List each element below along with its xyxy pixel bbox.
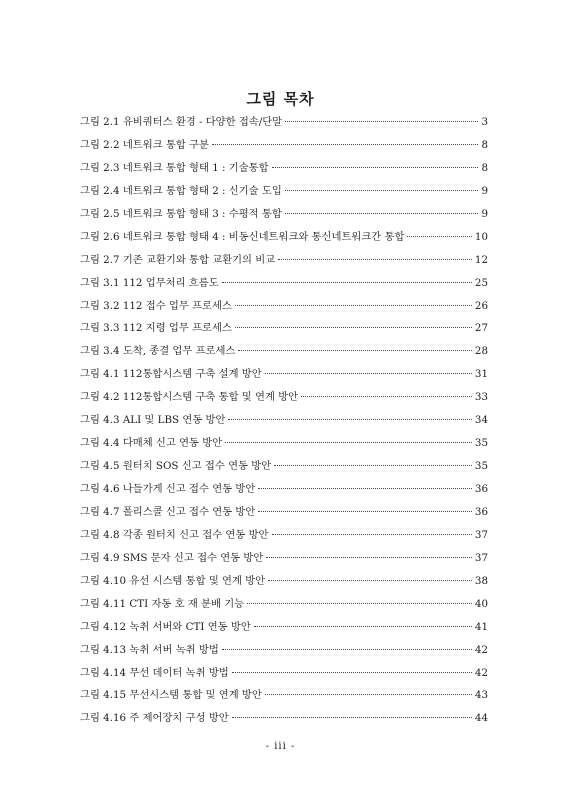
toc-entry-page: 35: [474, 437, 488, 450]
toc-entry-label: 그림 3.1 112 업무처리 흐름도: [80, 276, 219, 289]
toc-entry-page: 10: [474, 230, 488, 243]
toc-entry-page: 33: [474, 391, 488, 404]
toc-entry[interactable]: [80, 363, 488, 386]
toc-entry-label: 그림 4.9 SMS 문자 신고 접수 연동 방안: [80, 551, 264, 564]
dot-leader: [285, 190, 479, 191]
toc-entry[interactable]: [80, 662, 488, 685]
toc-entry-page: 36: [474, 505, 488, 518]
toc-entry[interactable]: [80, 203, 488, 226]
toc-entry-label: 그림 4.16 주 제어장치 구성 방안: [80, 712, 229, 725]
toc-entry-page: 9: [481, 207, 488, 220]
toc-entry[interactable]: [80, 134, 488, 157]
toc-entry[interactable]: [80, 249, 488, 272]
dot-leader: [285, 213, 479, 214]
page-number-footer: - iii -: [265, 741, 296, 752]
dot-leader: [258, 488, 472, 489]
toc-entry-label: 그림 4.15 무선시스템 통합 및 연계 방안: [80, 689, 262, 702]
toc-entry-label: 그림 4.5 원터치 SOS 신고 접수 연동 방안: [80, 460, 272, 473]
dot-leader: [228, 419, 471, 420]
dot-leader: [212, 144, 479, 145]
toc-entry-label: 그림 4.3 ALI 및 LBS 연동 방안: [80, 414, 226, 427]
toc-entry-label: 그림 4.2 112통합시스템 구축 통합 및 연계 방안: [80, 391, 299, 404]
toc-entry-label: 그림 2.6 네트워크 통합 형태 4 : 비동신네트워크와 통신네트워크간 통합: [80, 230, 405, 243]
dot-leader: [225, 442, 472, 443]
toc-entry-label: 그림 4.6 나들가게 신고 접수 연동 방안: [80, 483, 256, 495]
toc-entry-page: 44: [474, 712, 488, 725]
dot-leader: [235, 327, 472, 328]
toc-entry[interactable]: [80, 432, 488, 455]
dot-leader: [238, 350, 472, 351]
toc-entry[interactable]: [80, 570, 488, 593]
dot-leader: [278, 259, 472, 260]
toc-entry[interactable]: [80, 524, 488, 547]
toc-entry[interactable]: [80, 478, 488, 501]
dot-leader: [272, 167, 479, 168]
toc-entry-page: 38: [474, 574, 488, 587]
dot-leader: [232, 717, 472, 718]
toc-entry-label: 그림 2.2 네트워크 통합 구분: [80, 138, 209, 151]
dot-leader: [268, 580, 472, 581]
toc-entry-page: 31: [474, 368, 488, 381]
toc-entry-page: 42: [474, 666, 488, 679]
dot-leader: [266, 557, 472, 558]
dot-leader: [272, 534, 472, 535]
toc-entry-label: 그림 4.10 유선 시스템 통합 및 연계 방안: [80, 574, 266, 587]
toc-entry-page: 37: [474, 551, 488, 564]
toc-entry-label: 그림 4.8 각종 원터치 신고 접수 연동 방안: [80, 528, 269, 541]
toc-entry-page: 43: [474, 689, 488, 702]
toc-entry-label: 그림 2.1 유비쿼터스 환경 - 다양한 접속/단말: [80, 116, 283, 128]
toc-entry-page: 8: [481, 161, 488, 174]
toc-entry-page: 26: [474, 299, 488, 312]
toc-entry-label: 그림 3.2 112 접수 업무 프로세스: [80, 299, 232, 312]
dot-leader: [232, 672, 472, 673]
toc-entry[interactable]: [80, 409, 488, 432]
dot-leader: [285, 121, 478, 122]
toc-entry[interactable]: [80, 707, 488, 730]
dot-leader: [247, 603, 472, 604]
toc-entry[interactable]: [80, 501, 488, 524]
toc-entry-label: 그림 4.4 다매체 신고 연동 방안: [80, 437, 223, 450]
toc-entry-page: 36: [474, 483, 488, 495]
toc-entry-page: 28: [474, 345, 488, 358]
toc-entry[interactable]: [80, 386, 488, 409]
toc-entry-page: 34: [474, 414, 488, 427]
toc-entry-label: 그림 2.3 네트워크 통합 형태 1 : 기술통합: [80, 161, 269, 174]
dot-leader: [254, 626, 472, 627]
toc-entry[interactable]: [80, 317, 488, 340]
toc-entry[interactable]: [80, 272, 488, 295]
toc-entry-label: 그림 3.3 112 지령 업무 프로세스: [80, 322, 232, 335]
dot-leader: [258, 511, 472, 512]
toc-entry[interactable]: [80, 226, 488, 249]
toc-entry[interactable]: [80, 684, 488, 707]
toc-entry-page: 27: [474, 322, 488, 335]
dot-leader: [274, 465, 472, 466]
toc-entry-label: 그림 4.12 녹취 서버와 CTI 연동 방안: [80, 620, 251, 633]
toc-entry[interactable]: [80, 639, 488, 662]
toc-entry[interactable]: [80, 340, 488, 363]
toc-entry-label: 그림 2.7 기존 교환기와 통합 교환기의 비교: [80, 253, 276, 266]
toc-entry[interactable]: [80, 593, 488, 616]
toc-entry[interactable]: [80, 616, 488, 639]
toc-entry-label: 그림 4.14 무선 데이터 녹취 방법: [80, 666, 229, 679]
dot-leader: [265, 373, 472, 374]
dot-leader: [265, 694, 472, 695]
toc-entry[interactable]: [80, 455, 488, 478]
toc-entry-page: 37: [474, 528, 488, 541]
toc-entry-page: 12: [474, 253, 488, 266]
toc-entry-label: 그림 4.7 폴리스콜 신고 접수 연동 방안: [80, 505, 256, 518]
toc-entry-label: 그림 3.4 도착, 종결 업무 프로세스: [80, 345, 236, 358]
dot-leader: [222, 649, 472, 650]
toc-entry-label: 그림 4.11 CTI 자동 호 재 분배 기능: [80, 597, 245, 610]
toc-entry-label: 그림 2.5 네트워크 통합 형태 3 : 수평적 통합: [80, 207, 282, 220]
toc-entry[interactable]: [80, 180, 488, 203]
toc-entry-label: 그림 4.13 녹취 서버 녹취 방법: [80, 643, 219, 656]
toc-entry-page: 25: [474, 276, 488, 289]
toc-entry-page: 8: [481, 138, 488, 151]
toc-entry-page: 41: [474, 620, 488, 633]
toc-entry[interactable]: [80, 157, 488, 180]
toc-entry-page: 9: [481, 184, 488, 197]
dot-leader: [407, 236, 471, 237]
toc-entry-page: 35: [474, 460, 488, 473]
toc-entry-page: 40: [474, 597, 488, 610]
dot-leader: [301, 396, 472, 397]
toc-entry-page: 3: [481, 116, 488, 128]
dot-leader: [235, 305, 472, 306]
figure-list: [80, 111, 488, 730]
toc-entry[interactable]: [80, 547, 488, 570]
toc-entry-label: 그림 4.1 112통합시스템 구축 설계 방안: [80, 368, 262, 381]
toc-entry-label: 그림 2.4 네트워크 통합 형태 2 : 신기술 도입: [80, 184, 282, 197]
toc-entry-page: 42: [474, 643, 488, 656]
page-title: 그림 목차: [246, 90, 315, 108]
dot-leader: [222, 282, 472, 283]
toc-entry[interactable]: [80, 111, 488, 134]
toc-entry[interactable]: [80, 295, 488, 318]
